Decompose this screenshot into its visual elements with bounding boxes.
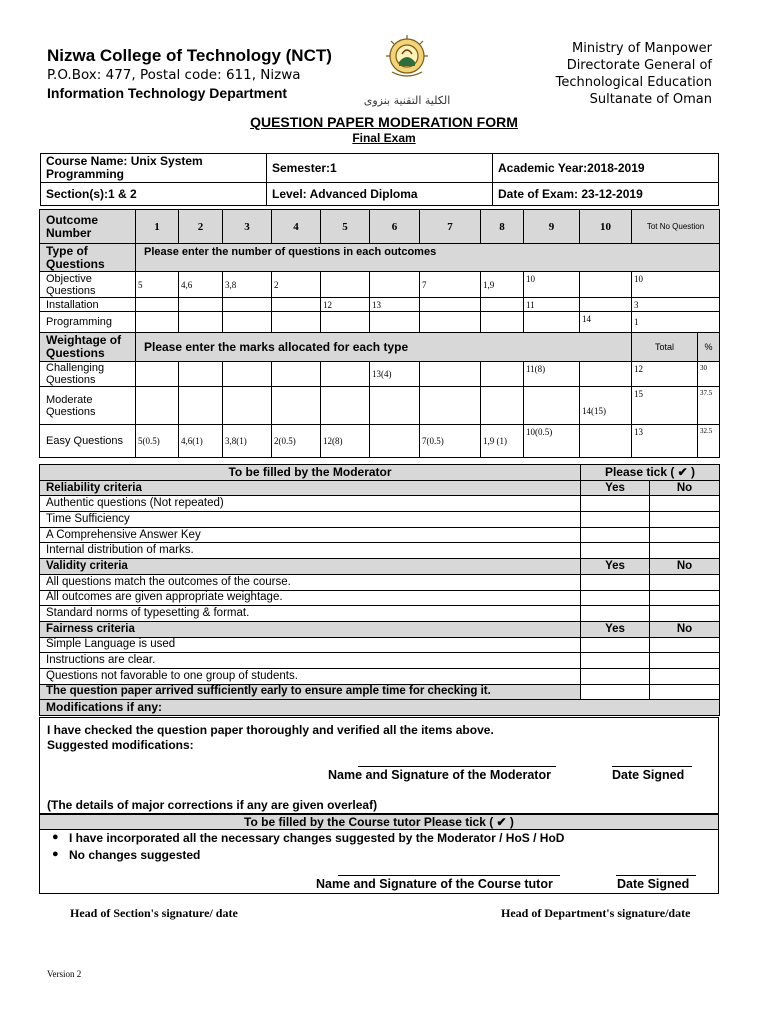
- no-tick-cell[interactable]: [650, 590, 720, 606]
- weight-cell[interactable]: [321, 387, 370, 425]
- weight-cell[interactable]: [420, 362, 481, 387]
- yes-tick-cell[interactable]: [581, 512, 650, 528]
- type-of-questions-label: Type of Questions: [40, 244, 136, 272]
- type-total-cell[interactable]: 1: [632, 312, 720, 333]
- outcome-number: 6: [370, 210, 420, 244]
- type-cell[interactable]: 12: [321, 298, 370, 312]
- hod-signature-label[interactable]: Head of Department's signature/date: [501, 906, 691, 920]
- outcome-number: 5: [321, 210, 370, 244]
- criteria-item: Questions not favorable to one group of students.: [40, 668, 581, 684]
- weight-cell[interactable]: 14(15): [580, 387, 632, 425]
- tick-heading: Please tick ( ✔ ): [581, 465, 720, 481]
- yes-tick-cell[interactable]: [581, 684, 650, 700]
- moderator-date-line[interactable]: [612, 766, 692, 767]
- weight-cell[interactable]: [580, 362, 632, 387]
- criteria-item: Instructions are clear.: [40, 653, 581, 669]
- outcome-number: 10: [580, 210, 632, 244]
- objective-label: Objective Questions: [40, 272, 136, 298]
- no-tick-cell[interactable]: [650, 512, 720, 528]
- weight-total-cell[interactable]: 15: [632, 387, 698, 425]
- type-cell[interactable]: [370, 312, 420, 333]
- outcome-number: 8: [481, 210, 524, 244]
- reliability-heading: Reliability criteria: [40, 480, 581, 496]
- weight-cell[interactable]: [179, 387, 223, 425]
- tutor-date-line[interactable]: [616, 875, 696, 876]
- type-cell[interactable]: [321, 312, 370, 333]
- criteria-item: Simple Language is used: [40, 637, 581, 653]
- yes-label: Yes: [581, 480, 650, 496]
- type-cell[interactable]: 2: [272, 272, 321, 298]
- course-name-cell[interactable]: Course Name: Unix System Programming: [41, 154, 267, 183]
- type-cell[interactable]: [370, 272, 420, 298]
- yes-tick-cell[interactable]: [581, 637, 650, 653]
- yes-tick-cell[interactable]: [581, 496, 650, 512]
- type-cell[interactable]: [223, 312, 272, 333]
- total-label: Total: [632, 333, 698, 362]
- type-cell[interactable]: 7: [420, 272, 481, 298]
- tutor-signature-line[interactable]: [338, 875, 560, 876]
- form-subtitle: Final Exam: [352, 131, 416, 145]
- weight-cell[interactable]: [223, 387, 272, 425]
- type-total-cell[interactable]: 3: [632, 298, 720, 312]
- type-cell[interactable]: [272, 312, 321, 333]
- yes-tick-cell[interactable]: [581, 590, 650, 606]
- weight-total-cell[interactable]: 12: [632, 362, 698, 387]
- validity-heading: Validity criteria: [40, 559, 581, 575]
- no-tick-cell[interactable]: [650, 684, 720, 700]
- yes-tick-cell[interactable]: [581, 543, 650, 559]
- type-cell[interactable]: 13: [370, 298, 420, 312]
- no-tick-cell[interactable]: [650, 496, 720, 512]
- suggested-modifications-label[interactable]: Suggested modifications:: [47, 738, 194, 752]
- weight-cell[interactable]: [370, 387, 420, 425]
- type-cell[interactable]: [321, 272, 370, 298]
- outcome-number: 3: [223, 210, 272, 244]
- weight-cell[interactable]: 4,6(1): [179, 425, 223, 458]
- moderator-checklist: [39, 464, 720, 716]
- ministry-line: Directorate General of: [566, 58, 712, 73]
- moderator-heading: To be filled by the Moderator: [40, 465, 581, 481]
- no-tick-cell[interactable]: [650, 668, 720, 684]
- no-label: No: [650, 621, 720, 637]
- weight-cell[interactable]: [580, 425, 632, 458]
- criteria-item: A Comprehensive Answer Key: [40, 527, 581, 543]
- moderator-signature-line[interactable]: [358, 766, 556, 767]
- type-cell[interactable]: [136, 298, 179, 312]
- easy-label: Easy Questions: [40, 425, 136, 458]
- outcome-number: 4: [272, 210, 321, 244]
- weight-cell[interactable]: 3,8(1): [223, 425, 272, 458]
- yes-tick-cell[interactable]: [581, 606, 650, 622]
- exam-date-cell[interactable]: Date of Exam: 23-12-2019: [493, 183, 719, 206]
- no-label: No: [650, 480, 720, 496]
- semester-cell[interactable]: Semester:1: [267, 154, 493, 183]
- weight-cell[interactable]: [370, 425, 420, 458]
- programming-label: Programming: [40, 312, 136, 333]
- moderator-declaration-box: [39, 717, 719, 814]
- weight-percent-cell[interactable]: 30: [698, 362, 720, 387]
- college-header: [47, 46, 367, 102]
- weight-cell[interactable]: 2(0.5): [272, 425, 321, 458]
- type-cell[interactable]: [272, 298, 321, 312]
- ministry-header: [492, 40, 712, 108]
- tutor-signature-label: Name and Signature of the Course tutor: [316, 877, 553, 891]
- tutor-heading: To be filled by the Course tutor Please tick ( ✔ ): [39, 814, 719, 830]
- tutor-date-label: Date Signed: [617, 877, 690, 891]
- overleaf-note: (The details of major corrections if any are given overleaf): [47, 798, 378, 812]
- tutor-option-no-changes[interactable]: No changes suggested: [69, 848, 201, 862]
- no-tick-cell[interactable]: [650, 574, 720, 590]
- weight-cell[interactable]: 11(8): [524, 362, 580, 387]
- type-cell[interactable]: 5: [136, 272, 179, 298]
- level-cell[interactable]: Level: Advanced Diploma: [267, 183, 493, 206]
- form-title: QUESTION PAPER MODERATION FORM: [250, 114, 518, 130]
- course-info-table: [40, 153, 719, 206]
- weight-cell[interactable]: 7(0.5): [420, 425, 481, 458]
- type-cell[interactable]: 11: [524, 298, 580, 312]
- type-cell[interactable]: [420, 312, 481, 333]
- percent-label: %: [698, 333, 720, 362]
- verification-statement: I have checked the question paper thoroughly and verified all the items above.: [47, 723, 494, 737]
- bullet-icon: ●: [52, 848, 59, 860]
- tot-question-label: Tot No Question: [632, 210, 720, 244]
- type-cell[interactable]: [580, 298, 632, 312]
- logo-arabic-text: الكلية التقنية بنزوى: [363, 94, 451, 107]
- yes-tick-cell[interactable]: [581, 527, 650, 543]
- outcome-number: 2: [179, 210, 223, 244]
- version-label: Version 2: [47, 969, 82, 979]
- type-cell[interactable]: [481, 312, 524, 333]
- outcome-number: 9: [524, 210, 580, 244]
- early-arrival-item: The question paper arrived sufficiently early to ensure ample time for checking it.: [40, 684, 581, 700]
- college-name: Nizwa College of Technology (NCT): [47, 46, 332, 65]
- weight-percent-cell[interactable]: 37.5: [698, 387, 720, 425]
- type-cell[interactable]: 10: [524, 272, 580, 298]
- yes-label: Yes: [581, 559, 650, 575]
- weight-cell[interactable]: 12(8): [321, 425, 370, 458]
- type-cell[interactable]: [481, 298, 524, 312]
- ministry-line: Sultanate of Oman: [589, 92, 712, 107]
- criteria-item: Time Sufficiency: [40, 512, 581, 528]
- weight-cell[interactable]: 1,9 (1): [481, 425, 524, 458]
- weight-cell[interactable]: [481, 387, 524, 425]
- challenging-label: Challenging Questions: [40, 362, 136, 387]
- weight-cell[interactable]: [179, 362, 223, 387]
- no-tick-cell[interactable]: [650, 606, 720, 622]
- weight-cell[interactable]: 13(4): [370, 362, 420, 387]
- type-cell[interactable]: 4,6: [179, 272, 223, 298]
- hos-signature-label[interactable]: Head of Section's signature/ date: [70, 906, 238, 920]
- outcome-table: [39, 209, 720, 458]
- weight-cell[interactable]: [223, 362, 272, 387]
- type-cell[interactable]: [420, 298, 481, 312]
- college-address: P.O.Box: 477, Postal code: 611, Nizwa: [47, 67, 301, 83]
- weight-cell[interactable]: 5(0.5): [136, 425, 179, 458]
- department-name: Information Technology Department: [47, 85, 288, 101]
- outcome-number: 7: [420, 210, 481, 244]
- weight-cell[interactable]: [420, 387, 481, 425]
- ministry-line: Technological Education: [555, 75, 712, 90]
- type-total-cell[interactable]: 10: [632, 272, 720, 298]
- ministry-line: Ministry of Manpower: [572, 41, 712, 56]
- type-cell[interactable]: [223, 298, 272, 312]
- type-note: Please enter the number of questions in each outcomes: [136, 244, 720, 272]
- weightage-note: Please enter the marks allocated for each type: [136, 333, 632, 362]
- moderate-label: Moderate Questions: [40, 387, 136, 425]
- no-tick-cell[interactable]: [650, 637, 720, 653]
- moderator-date-label: Date Signed: [612, 768, 685, 782]
- type-cell[interactable]: 14: [580, 312, 632, 333]
- installation-label: Installation: [40, 298, 136, 312]
- bullet-icon: ●: [52, 831, 59, 843]
- criteria-item: Authentic questions (Not repeated): [40, 496, 581, 512]
- weight-cell[interactable]: [524, 387, 580, 425]
- yes-tick-cell[interactable]: [581, 668, 650, 684]
- outcome-number: 1: [136, 210, 179, 244]
- type-cell[interactable]: [136, 312, 179, 333]
- criteria-item: Internal distribution of marks.: [40, 543, 581, 559]
- no-tick-cell[interactable]: [650, 543, 720, 559]
- type-cell[interactable]: [179, 312, 223, 333]
- college-logo: [362, 32, 452, 110]
- tutor-box: [39, 830, 719, 894]
- outcome-number-label: Outcome Number: [40, 210, 136, 244]
- weight-total-cell[interactable]: 13: [632, 425, 698, 458]
- weight-cell[interactable]: [136, 387, 179, 425]
- type-cell[interactable]: [179, 298, 223, 312]
- criteria-item: Standard norms of typesetting & format.: [40, 606, 581, 622]
- weight-cell[interactable]: [321, 362, 370, 387]
- no-tick-cell[interactable]: [650, 653, 720, 669]
- modifications-heading: Modifications if any:: [40, 700, 720, 716]
- sections-cell[interactable]: Section(s):1 & 2: [41, 183, 267, 206]
- tutor-option-incorporated[interactable]: I have incorporated all the necessary changes suggested by the Moderator / HoS / HoD: [69, 831, 565, 845]
- weight-cell[interactable]: [272, 362, 321, 387]
- type-cell[interactable]: [580, 272, 632, 298]
- fairness-heading: Fairness criteria: [40, 621, 581, 637]
- weight-cell[interactable]: [136, 362, 179, 387]
- yes-tick-cell[interactable]: [581, 574, 650, 590]
- weight-cell[interactable]: [481, 362, 524, 387]
- criteria-item: All outcomes are given appropriate weightage.: [40, 590, 581, 606]
- yes-tick-cell[interactable]: [581, 653, 650, 669]
- weight-cell[interactable]: 10(0.5): [524, 425, 580, 458]
- weight-percent-cell[interactable]: 32.5: [698, 425, 720, 458]
- weightage-label: Weightage of Questions: [40, 333, 136, 362]
- no-tick-cell[interactable]: [650, 527, 720, 543]
- weight-cell[interactable]: [272, 387, 321, 425]
- type-cell[interactable]: [524, 312, 580, 333]
- type-cell[interactable]: 1,9: [481, 272, 524, 298]
- yes-label: Yes: [581, 621, 650, 637]
- academic-year-cell[interactable]: Academic Year:2018-2019: [493, 154, 719, 183]
- criteria-item: All questions match the outcomes of the course.: [40, 574, 581, 590]
- no-label: No: [650, 559, 720, 575]
- type-cell[interactable]: 3,8: [223, 272, 272, 298]
- moderator-signature-label: Name and Signature of the Moderator: [328, 768, 551, 782]
